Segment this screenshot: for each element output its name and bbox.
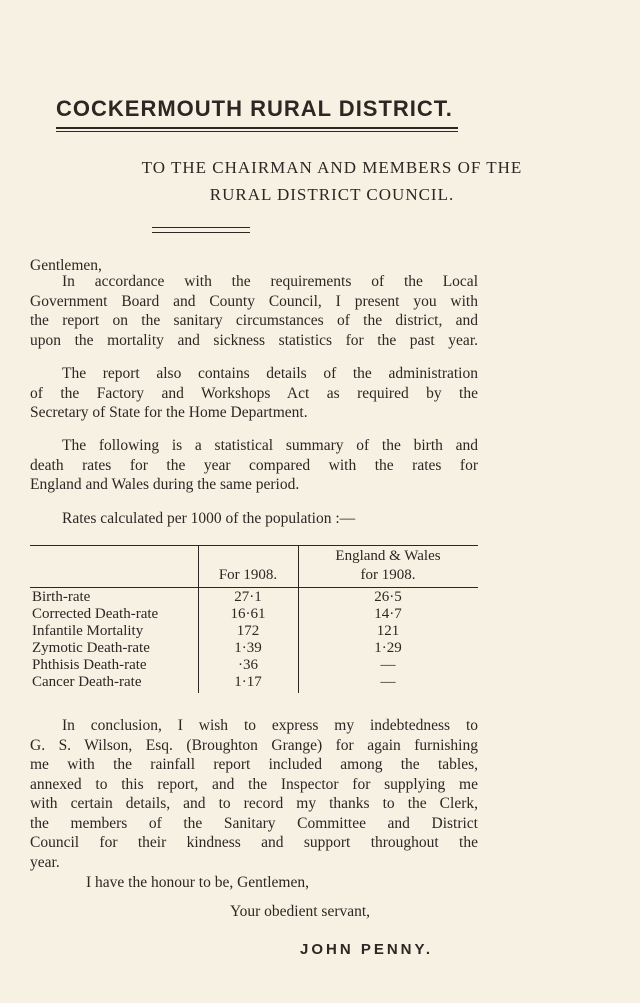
row-label: Cancer Death-rate (32, 674, 142, 690)
header-for-1908: For 1908. (218, 567, 278, 583)
title-underline (56, 127, 458, 132)
paragraph-line: In conclusion, I wish to express my indebtedness to (62, 717, 478, 734)
conclusion-paragraph (30, 716, 478, 872)
row-label: Corrected Death-rate (32, 606, 159, 622)
row-label: Zymotic Death-rate (32, 640, 150, 656)
row-england-value: 1·29 (374, 640, 402, 656)
header-england-wales: England & Wales (335, 548, 441, 564)
row-england-value: 14·7 (374, 606, 402, 622)
paragraph-line: annexed to this report, and the Inspector for supplying me (30, 775, 478, 793)
paragraph-line: of the Factory and Workshops Act as required by the (30, 384, 478, 402)
paragraph-line: year. (30, 853, 60, 871)
paragraph-2 (30, 364, 478, 423)
table-header-rule (30, 587, 478, 588)
rates-table (30, 535, 478, 695)
paragraph-line: Government Board and County Council, I present you with (30, 292, 478, 310)
row-local-value: 16·61 (230, 606, 266, 622)
paragraph-line: In accordance with the requirements of the Local (62, 273, 478, 290)
section-divider (152, 227, 250, 233)
row-label: Phthisis Death-rate (32, 657, 147, 673)
row-england-value: 121 (376, 623, 400, 639)
row-local-value: ·36 (238, 657, 258, 673)
closing-servant: Your obedient servant, (230, 903, 371, 920)
address-line-2: RURAL DISTRICT COUNCIL. (209, 185, 455, 204)
row-label: Birth-rate (32, 589, 91, 605)
row-local-value: 1·17 (234, 674, 262, 690)
row-local-value: 172 (236, 623, 260, 639)
row-local-value: 1·39 (234, 640, 262, 656)
paragraph-line: death rates for the year compared with the rates for (30, 456, 478, 474)
row-england-value: — (380, 674, 396, 690)
signature: JOHN PENNY. (300, 941, 434, 958)
paragraph-line: me with the rainfall report included among the tables, (30, 756, 478, 773)
paragraph-line: G. S. Wilson, Esq. (Broughton Grange) for again furnishing (30, 736, 478, 754)
paragraph-line: Secretary of State for the Home Department. (30, 404, 308, 421)
closing-honour: I have the honour to be, Gentlemen, (86, 874, 309, 891)
district-title: COCKERMOUTH RURAL DISTRICT. (56, 96, 453, 121)
paragraph-line: England and Wales during the same period. (30, 476, 300, 493)
paragraph-3 (30, 436, 478, 495)
salutation: Gentlemen, (30, 257, 102, 274)
paragraph-line: upon the mortality and sickness statistics for the past year. (30, 331, 478, 349)
paragraph-line: with certain details, and to record my thanks to the Clerk, (30, 795, 478, 812)
paragraph-line: Council for their kindness and support throughout the (30, 834, 478, 851)
row-england-value: 26·5 (374, 589, 402, 605)
header-england-wales-year: for 1908. (360, 567, 416, 583)
paragraph-line: the members of the Sanitary Committee and District (30, 814, 478, 832)
paragraph-1 (30, 272, 478, 350)
rates-intro: Rates calculated per 1000 of the population :— (62, 510, 356, 527)
paragraph-line: the report on the sanitary circumstances of the district, and (30, 312, 478, 329)
row-label: Infantile Mortality (32, 623, 144, 639)
table-top-rule (30, 545, 478, 546)
paragraph-line: The following is a statistical summary of the birth and (62, 437, 478, 454)
row-england-value: — (380, 657, 396, 673)
address-line-1: TO THE CHAIRMAN AND MEMBERS OF THE (141, 158, 523, 177)
paragraph-line: The report also contains details of the administration (62, 365, 478, 382)
row-local-value: 27·1 (234, 589, 262, 605)
